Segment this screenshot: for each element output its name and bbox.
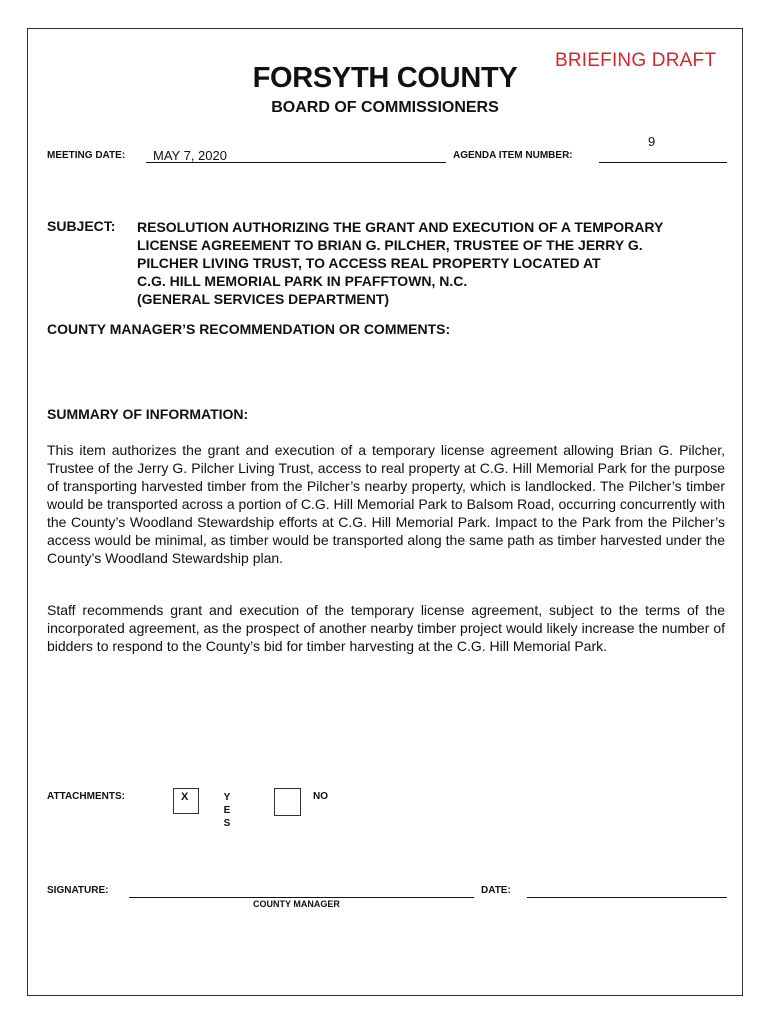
agenda-item-label: AGENDA ITEM NUMBER: <box>453 150 573 161</box>
subject-line: LICENSE AGREEMENT TO BRIAN G. PILCHER, TRUSTEE OF THE JERRY G. <box>137 237 643 253</box>
yes-checkbox[interactable] <box>173 788 199 814</box>
summary-heading: SUMMARY OF INFORMATION: <box>47 406 249 422</box>
subject-text <box>137 218 727 308</box>
no-checkbox[interactable] <box>274 788 301 816</box>
subject-label: SUBJECT: <box>47 218 116 234</box>
county-manager-label: COUNTY MANAGER <box>253 899 340 909</box>
summary-paragraph-2: Staff recommends grant and execution of the temporary license agreement, subject to the terms of the incorporated agreement, as the prospect of another nearby timber project would likely increase the number of bidders to respond to the County’s bid for timber harvesting at the C.G. Hill Memorial Park. <box>47 602 725 654</box>
signature-label: SIGNATURE: <box>47 885 109 896</box>
recommendation-heading: COUNTY MANAGER’S RECOMMENDATION OR COMMENTS: <box>47 321 451 337</box>
subject-line: PILCHER LIVING TRUST, TO ACCESS REAL PROPERTY LOCATED AT <box>137 255 601 271</box>
agenda-item-line <box>599 162 727 163</box>
subject-line: RESOLUTION AUTHORIZING THE GRANT AND EXECUTION OF A TEMPORARY <box>137 219 664 235</box>
meeting-date-label: MEETING DATE: <box>47 150 126 161</box>
agenda-item-value: 9 <box>648 134 656 149</box>
attachments-label: ATTACHMENTS: <box>47 791 125 802</box>
subject-line: C.G. HILL MEMORIAL PARK IN PFAFFTOWN, N.C. <box>137 273 468 289</box>
signature-line <box>129 897 474 898</box>
signature-date-label: DATE: <box>481 885 511 896</box>
county-title: FORSYTH COUNTY <box>252 62 518 94</box>
signature-date-line <box>527 897 727 898</box>
briefing-draft-label: BRIEFING DRAFT <box>555 50 717 71</box>
board-subtitle: BOARD OF COMMISSIONERS <box>271 99 499 116</box>
subject-line: (GENERAL SERVICES DEPARTMENT) <box>137 291 390 307</box>
meeting-date-value: MAY 7, 2020 <box>153 148 227 163</box>
yes-checkbox-mark: X <box>181 791 189 803</box>
summary-paragraph-1: This item authorizes the grant and execution of a temporary license agreement allowing Brian G. Pilcher, Trustee of the Jerry G. Pilcher Living Trust, access to real property at C.G. Hill Memorial Park for the purpose of transporting harvested timber from the Pilcher’s nearby property, which is landlocked. The Pilcher’s timber would be transported across a portion of C.G. Hill Memorial Park to Balsom Road, occurring concurrently with the County’s Woodland Stewardship efforts at C.G. Hill Memorial Park. Impact to the Park from the Pilcher’s access would be minimal, as timber would be transported along the same path as timber harvested under the County’s Woodland Stewardship plan. <box>47 442 725 566</box>
yes-label: YES <box>223 792 231 829</box>
no-label: NO <box>313 791 328 802</box>
meeting-date-line <box>146 162 446 163</box>
